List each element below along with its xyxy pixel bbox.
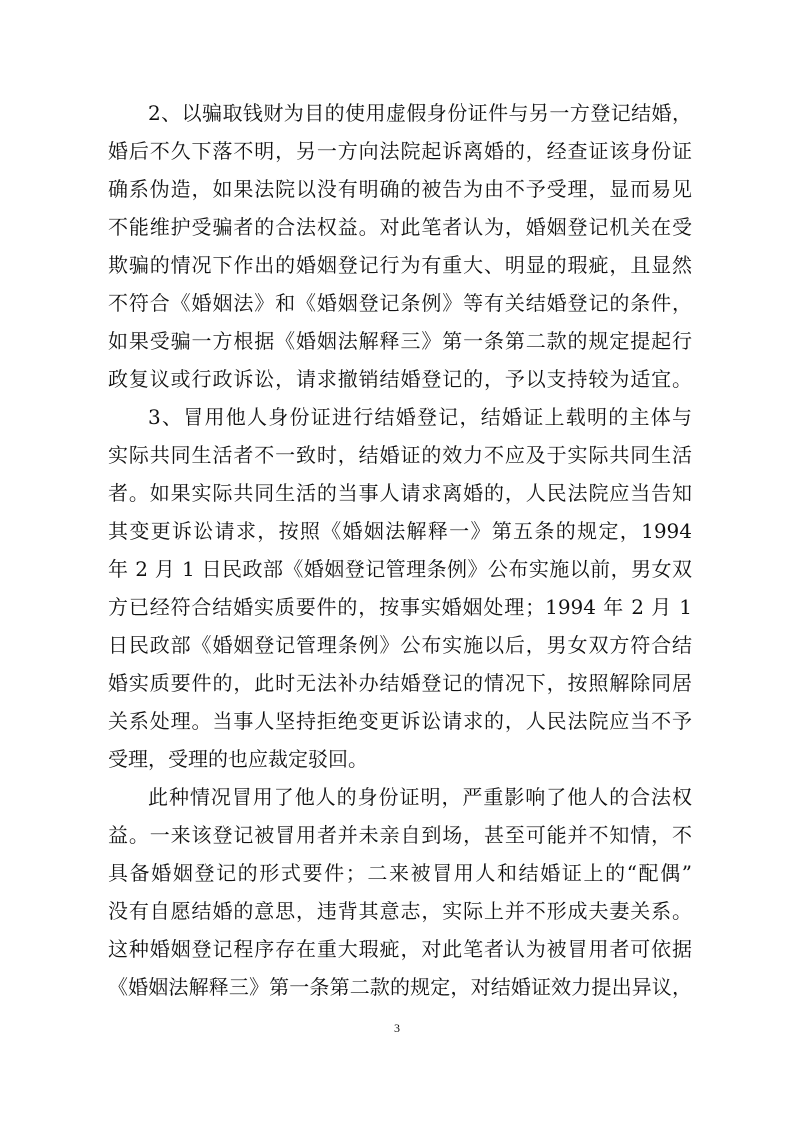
paragraph-line: 受理，受理的也应裁定驳回。 xyxy=(108,747,368,771)
paragraph-line: 方已经符合结婚实质要件的，按事实婚姻处理；1994 年 2 月 1 xyxy=(108,595,692,619)
page-number: 3 xyxy=(394,1021,400,1035)
paragraph-line: 欺骗的情况下作出的婚姻登记行为有重大、明显的瑕疵，且显然 xyxy=(108,253,692,277)
paragraph-line: 关系处理。当事人坚持拒绝变更诉讼请求的，人民法院应当不予 xyxy=(108,709,692,733)
paragraph-line: 年 2 月 1 日民政部《婚姻登记管理条例》公布实施以前，男女双 xyxy=(108,557,692,581)
paragraph-line: 婚实质要件的，此时无法补办结婚登记的情况下，按照解除同居 xyxy=(108,671,692,695)
paragraph-line: 这种婚姻登记程序存在重大瑕疵，对此笔者认为被冒用者可依据 xyxy=(108,937,692,961)
paragraph-line: 没有自愿结婚的意思，违背其意志，实际上并不形成夫妻关系。 xyxy=(108,899,692,923)
paragraph-line: 不能维护受骗者的合法权益。对此笔者认为，婚姻登记机关在受 xyxy=(108,215,692,239)
paragraph-line: 2、以骗取钱财为目的使用虚假身份证件与另一方登记结婚， xyxy=(148,101,692,125)
paragraph-line: 不符合《婚姻法》和《婚姻登记条例》等有关结婚登记的条件， xyxy=(108,291,692,315)
paragraph-line: 《婚姻法解释三》第一条第二款的规定，对结婚证效力提出异议， xyxy=(108,975,692,999)
paragraph-line: 者。如果实际共同生活的当事人请求离婚的，人民法院应当告知 xyxy=(108,481,692,505)
paragraph-line: 如果受骗一方根据《婚姻法解释三》第一条第二款的规定提起行 xyxy=(108,329,692,353)
paragraph-line: 实际共同生活者不一致时，结婚证的效力不应及于实际共同生活 xyxy=(108,443,692,467)
paragraph-line: 3、冒用他人身份证进行结婚登记，结婚证上载明的主体与 xyxy=(148,405,692,429)
paragraph-line: 婚后不久下落不明，另一方向法院起诉离婚的，经查证该身份证 xyxy=(108,139,692,163)
paragraph-line: 益。一来该登记被冒用者并未亲自到场，甚至可能并不知情，不 xyxy=(108,823,692,847)
paragraph-line: 具备婚姻登记的形式要件；二来被冒用人和结婚证上的“配偶” xyxy=(108,861,692,885)
paragraph-line: 政复议或行政诉讼，请求撤销结婚登记的，予以支持较为适宜。 xyxy=(108,367,692,391)
paragraph-line: 日民政部《婚姻登记管理条例》公布实施以后，男女双方符合结 xyxy=(108,633,692,657)
paragraph-line: 确系伪造，如果法院以没有明确的被告为由不予受理，显而易见 xyxy=(108,177,692,201)
paragraph-line: 此种情况冒用了他人的身份证明，严重影响了他人的合法权 xyxy=(148,785,692,809)
paragraph-line: 其变更诉讼请求，按照《婚姻法解释一》第五条的规定，1994 xyxy=(108,519,692,543)
